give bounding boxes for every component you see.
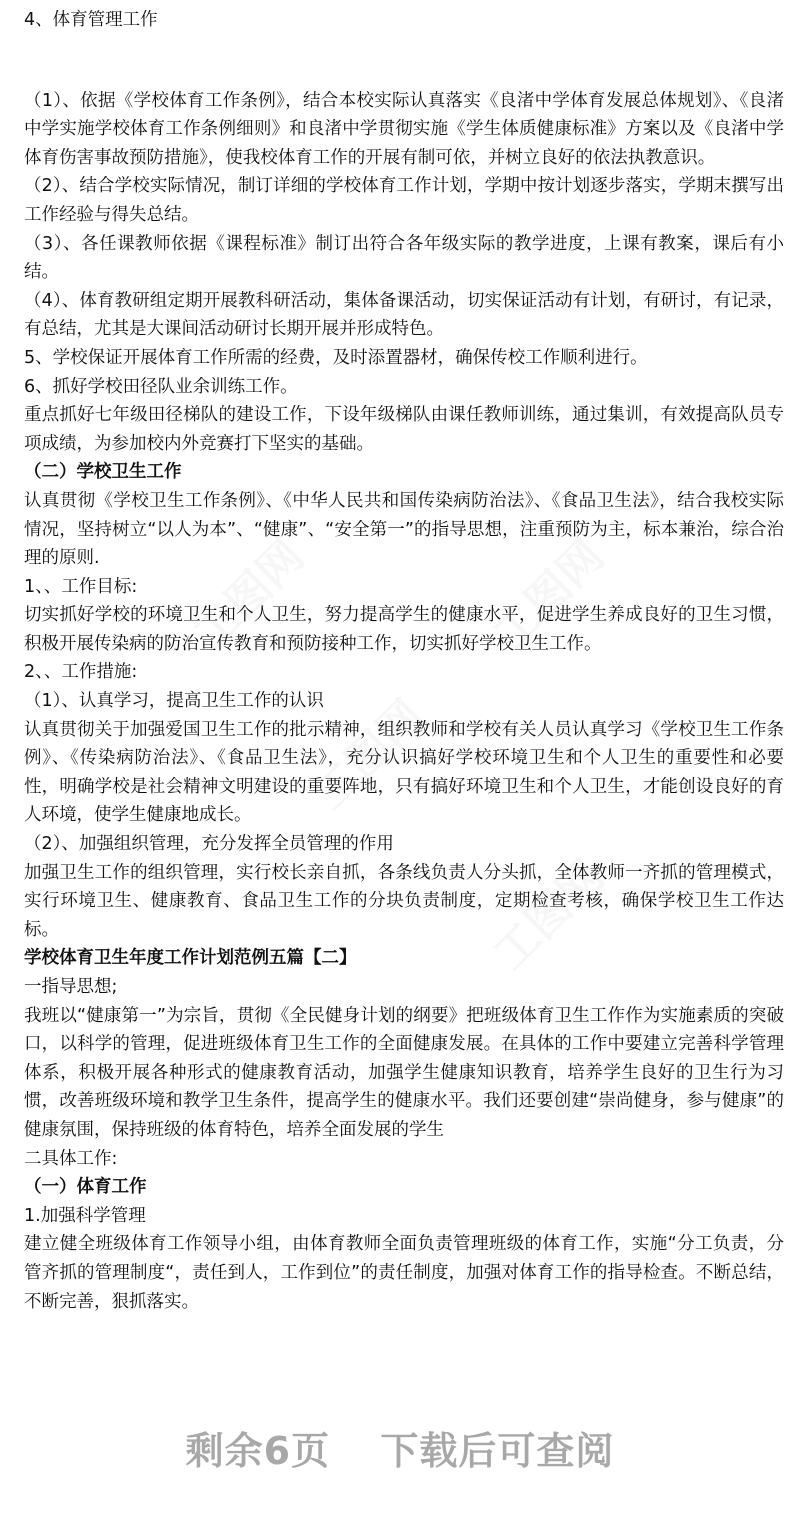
paragraph: 我班以“健康第一”为宗旨，贯彻《全民健身计划的纲要》把班级体育卫生工作作为实施素质的突破口，以科学的管理，促进班级体育卫生工作的全面健康发展。在具体的工作中要建立完善科学管理体系，积极开展各种形式的健康教育活动，加强学生健康知识教育，培养学生良好的卫生行为习惯，改善班级环境和教学卫生条件，提高学生的健康水平。我们还要创建“崇尚健身，参与健康”的健康氛围，保持班级的体育特色，培养全面发展的学生 xyxy=(24,1005,784,1140)
section-heading-hygiene: （二）学校卫生工作 xyxy=(24,462,182,483)
paragraph: （2）、加强组织管理，充分发挥全员管理的作用 xyxy=(24,834,394,855)
paragraph: 建立健全班级体育工作领导小组，由体育教师全面负责管理班级的体育工作，实施“分工负责，分管齐抓的管理制度“，责任到人，工作到位”的责任制度，加强对体育工作的指导检查。不断总结，不断完善，狠抓落实。 xyxy=(24,1234,784,1312)
paragraph: 二具体工作: xyxy=(24,1148,118,1169)
paragraph: （3）、各任课教师依据《课程标准》制订出符合各年级实际的教学进度，上课有教案，课后有小结。 xyxy=(24,233,784,283)
paragraph: 1、、工作目标: xyxy=(24,576,138,597)
paragraph: 切实抓好学校的环境卫生和个人卫生，努力提高学生的健康水平，促进学生养成良好的卫生习惯，积极开展传染病的防治宣传教育和预防接种工作，切实抓好学校卫生工作。 xyxy=(24,605,784,654)
section-heading-sports-management: 4、体育管理工作 xyxy=(24,10,158,30)
paragraph: （4）、体育教研组定期开展教科研活动，集体备课活动，切实保证活动有计划，有研讨，有记录，有总结，尤其是大课间活动研讨长期开展并形成特色。 xyxy=(24,290,784,340)
paragraph: 2、、工作措施: xyxy=(24,662,138,683)
paragraph: 5、学校保证开展体育工作所需的经费，及时添置器材，确保传校工作顺利进行。 xyxy=(24,347,648,368)
paragraph: 6、抓好学校田径队业余训练工作。 xyxy=(24,376,298,397)
paragraph: 一指导思想; xyxy=(24,977,118,997)
section-heading-sports-work: （一）体育工作 xyxy=(24,1177,147,1198)
download-prompt[interactable] xyxy=(0,1420,800,1475)
document-body xyxy=(24,0,784,1316)
paragraph: 加强卫生工作的组织管理，实行校长亲自抓，各条线负责人分头抓，全体教师一齐抓的管理模式，实行环境卫生、健康教育、食品卫生工作的分块负责制度，定期检查考核，确保学校卫生工作达标。 xyxy=(24,862,784,940)
paragraph: （1）、依据《学校体育工作条例》，结合本校实际认真落实《良渚中学体育发展总体规划》、《良渚中学实施学校体育工作条例细则》和良渚中学贯彻实施《学生体质健康标准》方案以及《良渚中学体育伤害事故预防措施》，使我校体育工作的开展有制可依，并树立良好的依法执教意识。 xyxy=(24,90,784,168)
article-title-part-two: 学校体育卫生年度工作计划范例五篇【二】 xyxy=(24,948,357,969)
paragraph: 重点抓好七年级田径梯队的建设工作，下设年级梯队由课任教师训练，通过集训，有效提高队员专项成绩，为参加校内外竞赛打下坚实的基础。 xyxy=(24,405,784,454)
remaining-pages-text: 剩余6页 xyxy=(185,1429,331,1473)
paragraph: （1）、认真学习，提高卫生工作的认识 xyxy=(24,691,324,712)
paragraph: 认真贯彻《学校卫生工作条例》、《中华人民共和国传染病防治法》、《食品卫生法》，结合我校实际情况，坚持树立“以人为本”、“健康”、“安全第一”的指导思想，注重预防为主，标本兼治，综合治理的原则. xyxy=(24,490,784,569)
paragraph: 1.加强科学管理 xyxy=(24,1205,146,1226)
download-to-view-text[interactable]: 下载后可查阅 xyxy=(380,1429,615,1473)
paragraph: 认真贯彻关于加强爱国卫生工作的批示精神，组织教师和学校有关人员认真学习《学校卫生工作条例》、《传染病防治法》、《食品卫生法》，充分认识搞好学校环境卫生和个人卫生的重要性和必要性，明确学校是社会精神文明建设的重要阵地，只有搞好环境卫生和个人卫生，才能创设良好的育人环境，使学生健康地成长。 xyxy=(24,719,784,826)
paragraph: （2）、结合学校实际情况，制订详细的学校体育工作计划，学期中按计划逐步落实，学期末撰写出工作经验与得失总结。 xyxy=(24,176,784,225)
